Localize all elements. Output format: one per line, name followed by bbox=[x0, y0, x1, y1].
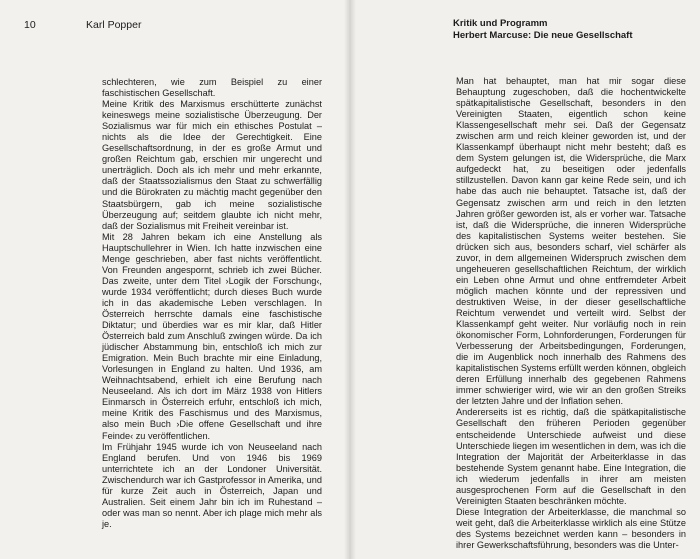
paragraph: schlechteren, wie zum Beispiel zu einer faschistischen Gesellschaft. bbox=[102, 77, 322, 99]
paragraph: Meine Kritik des Marxismus erschütterte zunächst keineswegs meine sozialistische Überzeugung. Der Sozialismus war für mich ein ethisches Postulat – nichts als die Idee der Gerechtigkeit. Eine Gesellschaftsordnung, in der es große Armut und großen Reichtum gab, erschien mir ungerecht und unerträglich. Doch als ich mehr und mehr erkannte, daß der Staatssozialismus den Staat zu schwerfällig und die Bürokraten zu mächtig macht gegenüber den Staatsbürgern, gab ich meine sozialistische Überzeugung auf; seitdem glaubte ich nicht mehr, daß der Sozialismus mit Freiheit vereinbar ist. bbox=[102, 99, 322, 231]
right-text-column bbox=[456, 76, 686, 551]
paragraph: Andererseits ist es richtig, daß die spätkapitalistische Gesellschaft den früheren Perioden gegenüber entscheidende Unterschiede aufweist und diese Unterschiede liegen im wesentlichen in dem, was ich die Integration der Majorität der Arbeiterklasse in das bestehende System genannt habe. Eine Integration, die ich wiederum jedenfalls in ihrer am meisten ausgesprochenen Form auf die Gesellschaft in den Vereinigten Staaten beschränken möchte. bbox=[456, 407, 686, 506]
right-page bbox=[350, 0, 700, 559]
running-head-title: Kritik und Programm bbox=[453, 18, 548, 29]
page-number: 10 bbox=[24, 19, 36, 31]
running-head bbox=[453, 18, 633, 42]
paragraph: Im Frühjahr 1945 wurde ich von Neuseeland nach England berufen. Und von 1946 bis 1969 unterrichtete ich an der Londoner Universität. Zwischendurch war ich Gastprofessor in Amerika, und für kurze Zeit auch in Österreich, Japan und Australien. Seit einem Jahr bin ich im Ruhestand – oder was man so nennt. Aber ich plage mich mehr als je. bbox=[102, 441, 322, 529]
paragraph: Diese Integration der Arbeiterklasse, die manchmal so weit geht, daß die Arbeiterklasse wirklich als eine Stütze des Systems bezeichnet werden kann – besonders in ihrer Gewerkschaftsführung, besonders was die Unter- bbox=[456, 506, 686, 550]
running-head-subtitle: Herbert Marcuse: Die neue Gesellschaft bbox=[453, 30, 633, 41]
left-text-column bbox=[102, 77, 322, 530]
paragraph: Man hat behauptet, man hat mir sogar diese Behauptung zugeschoben, daß die hochentwickelte spätkapitalistische Gesellschaft, besonders in den Vereinigten Staaten, eigentlich schon keine Klassengesellschaft mehr sei. Daß der Gegensatz zwischen arm und reich kleiner geworden ist, und der Klassenkampf überhaupt nicht mehr besteht; daß es dem System gelungen ist, die Widersprüche, die Marx aufgedeckt hat, zu beseitigen oder jedenfalls stillzustellen. Davon kann gar keine Rede sein, und ich habe das auch nie behauptet. Tatsache ist, daß der Gegensatz zwischen arm und reich in den letzten Jahren größer geworden ist, als er vorher war. Tatsache ist, daß die Widersprüche, die inneren Widersprüche des kapitalistischen Systems weiter bestehen. Sie drücken sich aus, besonders scharf, viel schärfer als zuvor, in dem allgemeinen Widerspruch zwischen dem ungeheueren gesellschaftlichen Reichtum, der wirklich ein Leben ohne Armut und ohne entfremdeter Arbeit möglich machen könnte und der repressiven und destruktiven Weise, in der dieser gesellschaftliche Reichtum verwendet und verteilt wird. Selbst der Klassenkampf geht weiter. Nur vorläufig noch in rein ökonomischer Form, Lohnforderungen, Forderungen für Verbesserung der Arbeitsbedingungen, Forderungen, die im Augenblick noch innerhalb des Rahmens des kapitalistischen Systems erfüllt werden können, obgleich deren Erfüllung innerhalb des gegebenen Rahmens immer schwieriger wird, wie wir an den großen Streiks der letzten Jahre und der Inflation sehen. bbox=[456, 76, 686, 407]
paragraph: Mit 28 Jahren bekam ich eine Anstellung als Hauptschullehrer in Wien. Ich hatte inzwischen eine Menge geschrieben, aber fast nichts veröffentlicht. Von Freunden angespornt, schrieb ich zwei Bücher. Das zweite, unter dem Titel ›Logik der Forschung‹, wurde 1934 veröffentlicht; durch dieses Buch wurde ich in das akademische Leben verschlagen. In Österreich herrschte damals eine faschistische Diktatur; und überdies war es mir klar, daß Hitler Österreich bald zum Anschluß zwingen würde. Da ich jüdischer Abstammung bin, entschloß ich mich zur Emigration. Mein Buch brachte mir eine Einladung, Vorlesungen in England zu halten. Und 1936, am Weihnachtsabend, erhielt ich eine Berufung nach Neuseeland. Als ich dort im März 1938 von Hitlers Einmarsch in Österreich erfuhr, entschloß ich mich, meine Kritik des Faschismus und des Marxismus, also mein Buch ›Die offene Gesellschaft und ihre Feinde‹ zu veröffentlichen. bbox=[102, 231, 322, 441]
running-head-author: Karl Popper bbox=[86, 19, 142, 31]
book-gutter-shadow bbox=[344, 0, 356, 559]
